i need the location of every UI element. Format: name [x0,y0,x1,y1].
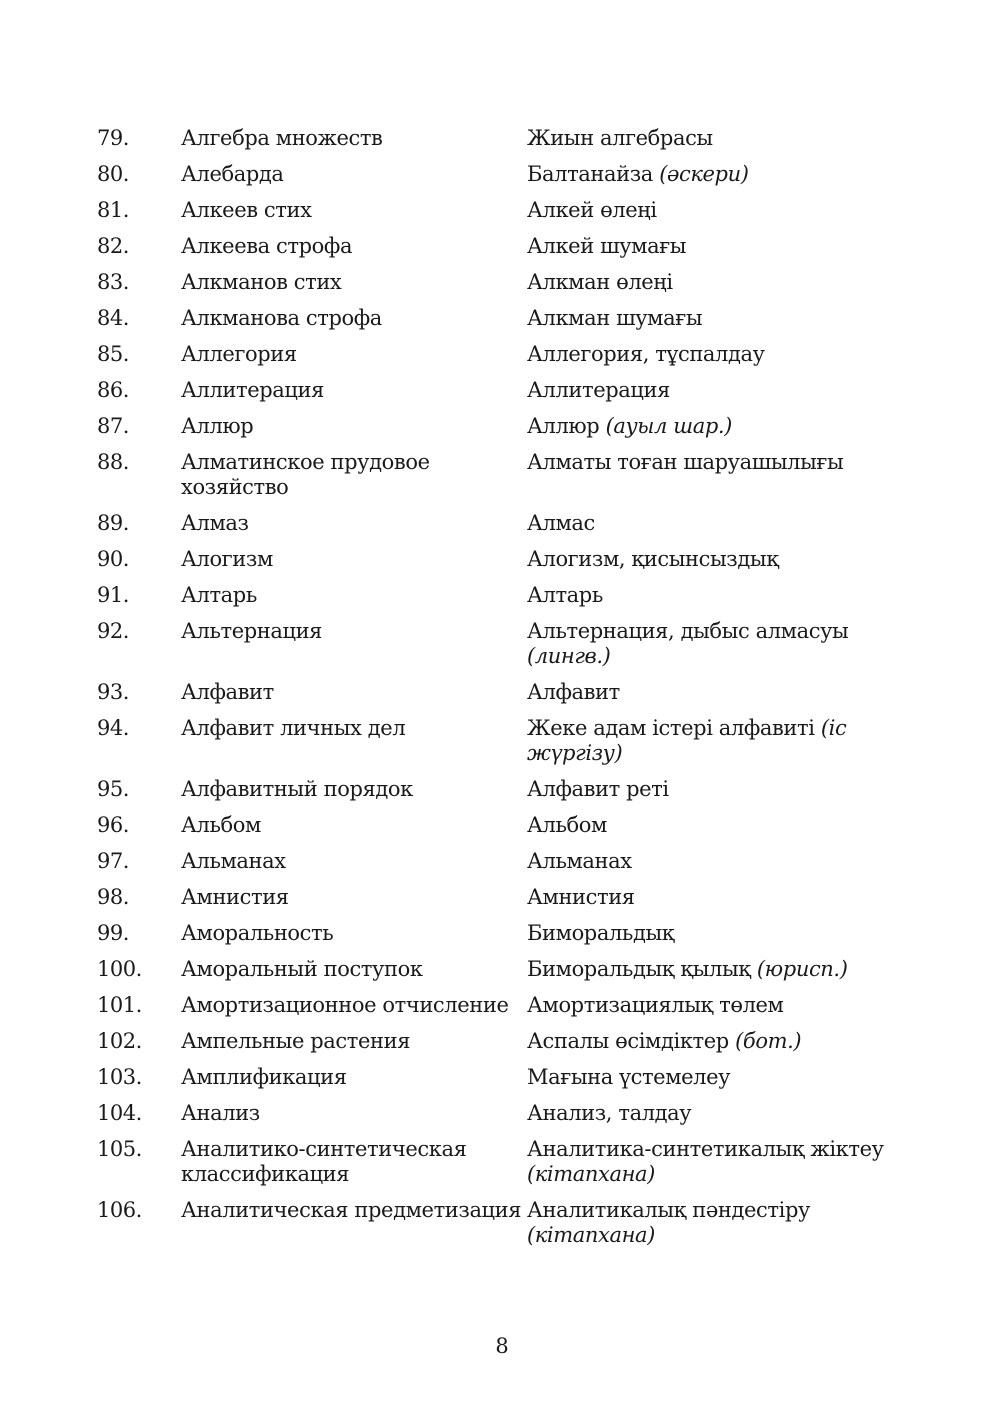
glossary-entry [97,809,927,845]
russian-term: Аналитическая предметизация [181,1198,522,1222]
glossary-entry [97,446,927,507]
entry-number: 90. [97,547,129,571]
glossary-entry [97,579,927,615]
glossary-entry [97,1097,927,1133]
domain-note: (кітапхана) [527,1162,655,1186]
entry-number: 93. [97,680,129,704]
russian-term: Алмаз [181,511,249,535]
kazakh-term: Амнистия [527,885,635,909]
entry-number: 103. [97,1065,142,1089]
russian-term: Алогизм [181,547,273,571]
russian-term: Аллегория [181,342,297,366]
kazakh-translation [527,583,927,608]
russian-term: Алкеев стих [181,198,312,222]
glossary-entry [97,1133,927,1194]
kazakh-term: Алмас [527,511,595,535]
kazakh-translation [527,126,927,151]
russian-term: Амнистия [181,885,289,909]
kazakh-term: Амортизациялық төлем [527,993,784,1017]
kazakh-translation [527,511,927,536]
glossary-entry [97,917,927,953]
russian-term: Алкеева строфа [181,234,353,258]
kazakh-translation [527,270,927,295]
kazakh-term: Альтернация, дыбыс алмасуы [527,619,849,643]
glossary-entry [97,881,927,917]
russian-term: Аморальность [181,921,334,945]
glossary-entry [97,543,927,579]
kazakh-translation [527,547,927,572]
kazakh-term: Аспалы өсімдіктер [527,1029,729,1053]
kazakh-translation [527,234,927,259]
domain-note: (іс жүргізу) [527,716,847,765]
entry-number: 104. [97,1101,142,1125]
kazakh-translation [527,957,927,982]
russian-term: Алебарда [181,162,284,186]
kazakh-term: Балтанайза [527,162,653,186]
kazakh-term: Анализ, талдау [527,1101,692,1125]
entry-number: 87. [97,414,129,438]
glossary-entry [97,266,927,302]
kazakh-translation [527,813,927,838]
kazakh-translation [527,198,927,223]
russian-term: Альтернация [181,619,323,643]
kazakh-translation [527,1137,927,1187]
kazakh-term: Жеке адам істері алфавиті [527,716,815,740]
russian-term: Аморальный поступок [181,957,423,981]
glossary-entry [97,302,927,338]
kazakh-translation [527,680,927,705]
glossary-entry [97,507,927,543]
entry-number: 102. [97,1029,142,1053]
kazakh-translation [527,716,927,766]
glossary-entry [97,158,927,194]
glossary-entry [97,230,927,266]
entry-number: 98. [97,885,129,909]
entry-number: 94. [97,716,129,740]
kazakh-translation [527,849,927,874]
glossary-entry [97,845,927,881]
russian-term: Альбом [181,813,261,837]
entry-number: 80. [97,162,129,186]
russian-term: Амортизационное отчисление [181,993,509,1017]
kazakh-term: Биморальдық [527,921,675,945]
kazakh-translation [527,378,927,403]
entry-number: 86. [97,378,129,402]
russian-term: Аллюр [181,414,254,438]
glossary-entry [97,374,927,410]
kazakh-translation [527,1198,927,1248]
russian-term: Аллитерация [181,378,324,402]
kazakh-term: Алкей шумағы [527,234,687,258]
entry-number: 105. [97,1137,142,1161]
kazakh-translation [527,1065,927,1090]
glossary-list [97,122,927,1255]
entry-number: 100. [97,957,142,981]
kazakh-term: Аллитерация [527,378,670,402]
kazakh-translation [527,619,927,669]
kazakh-term: Алфавит [527,680,620,704]
domain-note: (кітапхана) [527,1223,655,1247]
domain-note: (лингв.) [527,644,611,668]
entry-number: 84. [97,306,129,330]
entry-number: 82. [97,234,129,258]
kazakh-term: Жиын алгебрасы [527,126,713,150]
glossary-entry [97,953,927,989]
russian-term: Алкманова строфа [181,306,382,330]
glossary-entry [97,1194,927,1255]
entry-number: 79. [97,126,129,150]
kazakh-translation [527,414,927,439]
entry-number: 91. [97,583,129,607]
russian-term: Алфавит личных дел [181,716,406,740]
kazakh-term: Аналитика-синтетикалық жіктеу [527,1137,884,1161]
russian-term: Алфавитный порядок [181,777,413,801]
glossary-entry [97,615,927,676]
kazakh-translation [527,1101,927,1126]
kazakh-term: Алтарь [527,583,603,607]
kazakh-term: Алогизм, қисынсыздық [527,547,779,571]
entry-number: 99. [97,921,129,945]
kazakh-translation [527,993,927,1018]
glossary-entry [97,194,927,230]
page-number: 8 [495,1334,509,1358]
entry-number: 83. [97,270,129,294]
glossary-entry [97,122,927,158]
kazakh-translation [527,885,927,910]
entry-number: 88. [97,450,129,474]
glossary-entry [97,989,927,1025]
russian-term: Алтарь [181,583,257,607]
kazakh-term: Алфавит реті [527,777,669,801]
domain-note: (әскери) [659,162,749,186]
kazakh-translation [527,921,927,946]
kazakh-translation [527,342,927,367]
russian-term: Альманах [181,849,286,873]
russian-term: Ампельные растения [181,1029,411,1053]
domain-note: (юрисп.) [756,957,848,981]
russian-term: Алгебра множеств [181,126,383,150]
kazakh-term: Альбом [527,813,607,837]
glossary-entry [97,712,927,773]
domain-note: (бот.) [735,1029,802,1053]
entry-number: 85. [97,342,129,366]
russian-term: Аналитико-синтетическая классификация [181,1137,467,1186]
kazakh-term: Алкман өлеңі [527,270,673,294]
kazakh-term: Мағына үстемелеу [527,1065,731,1089]
entry-number: 92. [97,619,129,643]
entry-number: 101. [97,993,142,1017]
glossary-entry [97,1025,927,1061]
entry-number: 81. [97,198,129,222]
russian-term: Анализ [181,1101,260,1125]
kazakh-term: Биморальдық қылық [527,957,751,981]
entry-number: 97. [97,849,129,873]
glossary-entry [97,410,927,446]
kazakh-translation [527,777,927,802]
kazakh-term: Аллюр [527,414,600,438]
russian-term: Амплификация [181,1065,347,1089]
glossary-entry [97,676,927,712]
kazakh-translation [527,450,927,475]
kazakh-translation [527,306,927,331]
kazakh-translation [527,162,927,187]
domain-note: (ауыл шар.) [605,414,732,438]
russian-term: Алкманов стих [181,270,342,294]
kazakh-term: Алкман шумағы [527,306,703,330]
kazakh-term: Алматы тоған шаруашылығы [527,450,844,474]
glossary-entry [97,1061,927,1097]
entry-number: 89. [97,511,129,535]
russian-term: Алматинское прудовое хозяйство [181,450,430,499]
kazakh-term: Аналитикалық пәндестіру [527,1198,810,1222]
entry-number: 106. [97,1198,142,1222]
kazakh-term: Аллегория, тұспалдау [527,342,765,366]
kazakh-term: Альманах [527,849,632,873]
glossary-entry [97,338,927,374]
russian-term: Алфавит [181,680,274,704]
entry-number: 96. [97,813,129,837]
glossary-entry [97,773,927,809]
entry-number: 95. [97,777,129,801]
kazakh-translation [527,1029,927,1054]
kazakh-term: Алкей өлеңі [527,198,657,222]
